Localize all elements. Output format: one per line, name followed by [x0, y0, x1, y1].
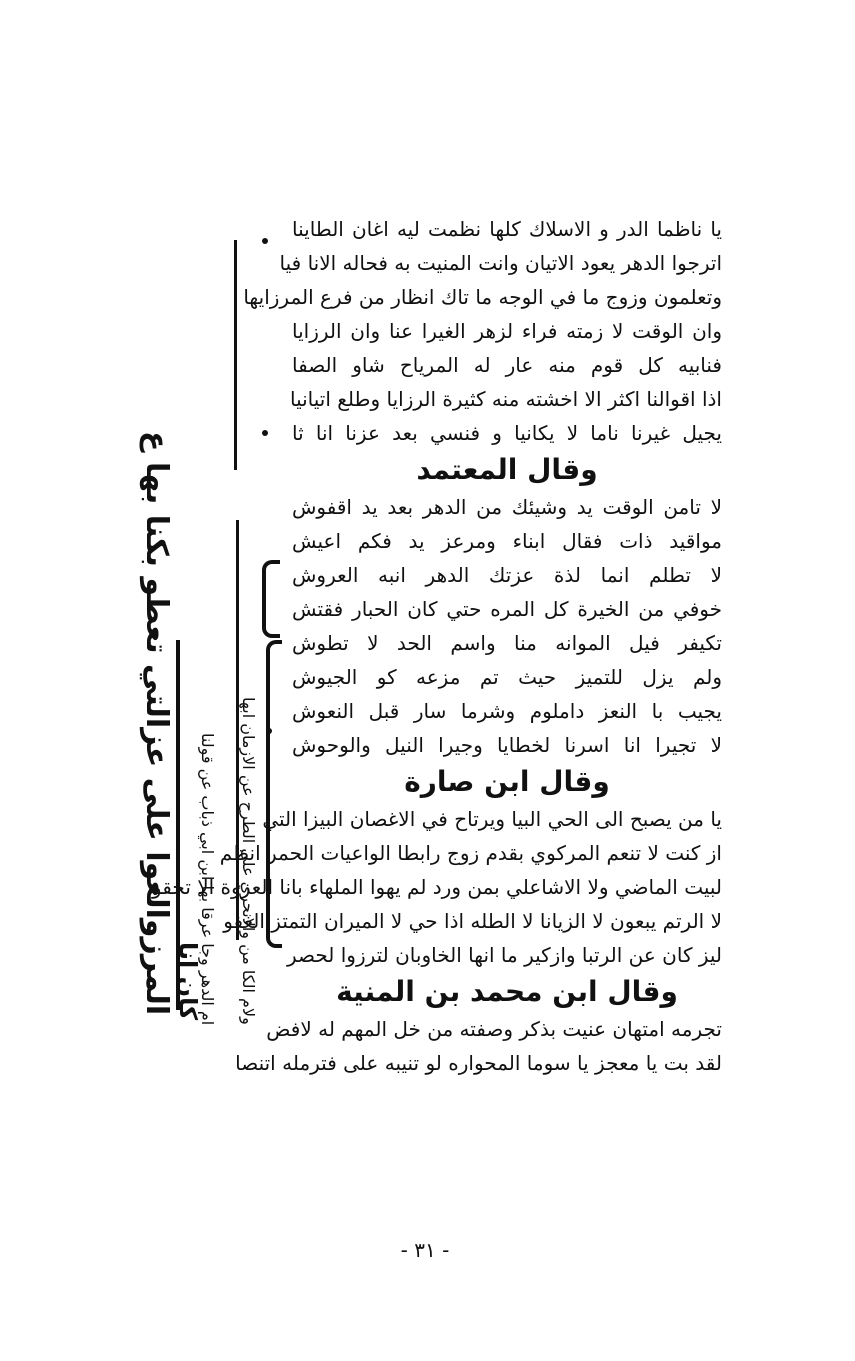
margin-middle-text: ام الدهر وجا عرقا بها ابن ابي ذباب عن قولنا [198, 732, 217, 1025]
verse-line: از كنت لا تنعم المركوي بقدم زوج رابطا الواعيات الحمر انظم [219, 841, 722, 865]
page-number: - ٣١ - [400, 1238, 450, 1262]
margin-inner-text: ولام الكا من والانحري على الطرح عن الازمان ابها [239, 697, 258, 1025]
verse-line: لا تامن الوقت يد وشيئك من الدهر بعد يد اقفوش [292, 495, 722, 519]
margin-dot-3 [266, 728, 272, 734]
verse-line: يا من يصبح الى الحي البيا ويرتاح في الاغصان البيزا التي [262, 807, 722, 831]
verse-line: يا ناظما الدر و الاسلاك كلها نظمت ليه اغان الطاينا [292, 217, 722, 241]
verse-line: لا تجيرا انا اسرنا لخطايا وجيرا النيل والوحوش [292, 733, 722, 757]
margin-dot-1 [262, 238, 268, 244]
verse-line: مواقيد ذات فقال ابناء ومرعز يد فكم اعيش [292, 529, 722, 553]
verse-line: يجيل غيرنا ناما لا يكانيا و فنسي بعد عزنا انا ثا [292, 421, 722, 445]
verse-line: خوفي من الخيرة كل المره حتي كان الحبار فقتش [292, 597, 722, 621]
margin-outer-text: المرزوالعوا على عزالتي تعطو بكنا بها ع [139, 430, 174, 1015]
section-heading-3: وقال ابن محمد بن المنية [336, 975, 678, 1008]
verse-line: ليز كان عن الرتبا وازكير ما انها الخاوبان لترزوا لحصر [286, 943, 722, 967]
verse-line: لا تطلم انما لذة عزتك الدهر انبه العروش [292, 563, 722, 587]
verse-line: وان الوقت لا زمته فراء لزهر الغيرا عنا وان الرزايا [292, 319, 722, 343]
margin-rule-middle [234, 240, 237, 470]
verse-line: يجيب با النعز داملوم وشرما سار قبل النعوش [292, 699, 722, 723]
verse-line: تكيفر فيل الموانه منا واسم الحد لا تطوش [292, 631, 722, 655]
margin-bracket-upper [262, 560, 280, 638]
verse-line: لا الرتم يبعون لا الزيانا لا الطله اذا حي لا الميران التمتز الغفو [223, 909, 722, 933]
verse-line: تجرمه امتهان عنيت بذكر وصفته من خل المهم له لافض [266, 1017, 722, 1041]
verse-line: وتعلمون وزوج ما في الوجه ما تاك انظار من فرع المرزايها [243, 285, 722, 309]
section-heading-2: وقال ابن صارة [404, 765, 610, 798]
margin-dot-2 [262, 430, 268, 436]
verse-line: اترجوا الدهر يعود الاتيان وانت المنيت به فحاله الانا فيا [279, 251, 722, 275]
verse-line: لقد بت يا معجز يا سوما المحواره لو تنيبه على فترمله اتنصا [235, 1051, 722, 1075]
section-heading-1: وقال المعتمد [416, 453, 598, 486]
verse-line: فنابيه كل قوم منه عار له المرياح شاو الصفا [292, 353, 722, 377]
margin-outer-bottom-text: كان انا [174, 941, 202, 1020]
verse-line: اذا اقوالنا اكثر الا اخشته منه كثيرة الرزايا وطلع اتيانيا [289, 387, 722, 411]
verse-line: لبيت الماضي ولا الاشاعلي بمن ورد لم يهوا الملهاء بانا العزوة الا تحقو [151, 875, 722, 899]
verse-line: ولم يزل للتميز حيث تم مزعه كو الجيوش [292, 665, 722, 689]
